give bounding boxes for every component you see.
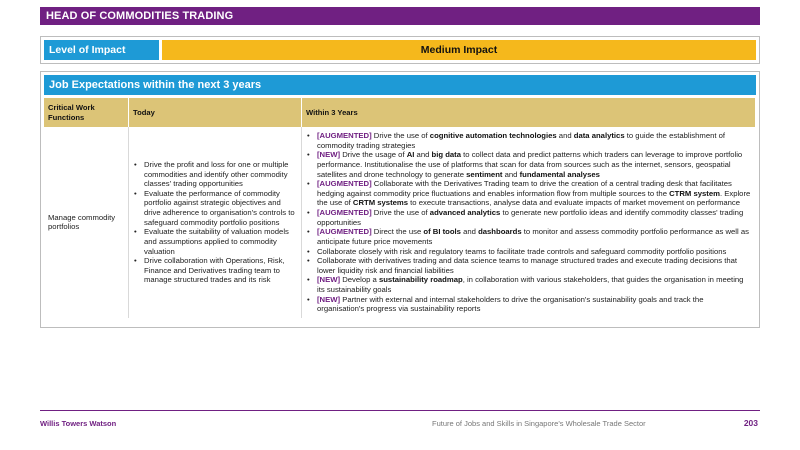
within-3-years-item (306, 227, 752, 246)
item-text: to execute transactions, analyse data and evaluate impacts of market movement on performance (408, 198, 741, 208)
item-text: Drive the usage of (340, 150, 407, 160)
status-tag: [AUGMENTED] (317, 227, 372, 237)
today-item: • Evaluate the suitability of valuation models and assumptions applied to commodity valuation (133, 227, 297, 256)
emphasis-text: AI (406, 150, 415, 160)
within-3-years-item (306, 295, 752, 314)
footer-company: Willis Towers Watson (40, 419, 117, 428)
emphasis-text: cognitive automation technologies (429, 131, 557, 140)
emphasis-text: big data (431, 150, 462, 160)
emphasis-text: sustainability roadmap (378, 275, 463, 285)
item-text: to generate new portfolio ideas and identify commodity classes' trading opportunities (317, 208, 744, 227)
status-tag: [NEW] (317, 275, 341, 285)
impact-value: Medium Impact (162, 40, 756, 60)
status-tag: [NEW] (317, 294, 341, 304)
emphasis-text: advanced analytics (429, 208, 501, 217)
within-3-years-item (306, 179, 752, 208)
within-3-years-item (306, 247, 752, 257)
item-text: to guide the establishment of commodity trading strategies (317, 131, 726, 150)
item-text: Collaborate with derivatives trading and data science teams to manage structured trades and execute trading decisions that lower liquidity risk and financial liabilities (317, 256, 738, 275)
item-text: Drive the use of (371, 131, 430, 140)
job-expectations-section (40, 71, 760, 328)
item-text: and (556, 131, 574, 140)
item-text: Collaborate with the Derivatives Trading team to drive the creation of a central trading desk that facilitates hedging against commodity price fluctuations and enables information flow from multiple sources to the (317, 179, 732, 198)
item-text: Partner with external and internal stakeholders to drive the organisation's sustainability goals and track the organisation's progress via sustainability reports (317, 294, 704, 314)
emphasis-text: CRTM systems (352, 198, 409, 208)
page-number: 203 (743, 418, 758, 428)
item-text: Drive the use of (371, 208, 430, 217)
within-3-years-item (306, 131, 752, 150)
item-text: , in collaboration with various stakeholders, that guides the organisation in meeting its sustainability goals (317, 275, 744, 294)
item-text: . Explore the use of (317, 188, 751, 208)
status-tag: [AUGMENTED] (317, 208, 372, 217)
within-3-years-list (306, 131, 752, 314)
status-tag: [AUGMENTED] (317, 179, 372, 189)
emphasis-text: fundamental analyses (519, 169, 600, 179)
item-text: and (460, 227, 479, 237)
job-expectations-title: Job Expectations within the next 3 years (44, 75, 756, 95)
within-3-years-cell (302, 127, 756, 318)
impact-label: Level of Impact (44, 40, 159, 60)
today-list (133, 160, 297, 285)
column-header-critical-work-functions: Critical Work Functions (44, 98, 129, 127)
column-header-within-3-years: Within 3 Years (302, 98, 756, 127)
critical-work-function-cell: Manage commodity portfolios (44, 127, 129, 318)
within-3-years-item (306, 275, 752, 294)
footer-report-title: Future of Jobs and Skills in Singapore's Wholesale Trade Sector (432, 419, 646, 428)
within-3-years-item (306, 256, 752, 275)
column-header-today: Today (129, 98, 302, 127)
emphasis-text: of BI tools (423, 227, 461, 237)
item-text: to monitor and assess commodity portfolio performance as well as anticipate future price movements (317, 227, 749, 246)
status-tag: [NEW] (317, 150, 341, 160)
emphasis-text: dashboards (478, 227, 522, 237)
today-item: • Evaluate the performance of commodity portfolio against strategic objectives and drive adherence to organisation's controls to safeguard commodity portfolio positions (133, 189, 297, 228)
item-text: Direct the use (371, 227, 424, 237)
today-item: • Drive collaboration with Operations, Risk, Finance and Derivatives trading team to manage structured trades and its risk (133, 256, 297, 285)
emphasis-text: sentiment (466, 169, 503, 179)
item-text: and (414, 150, 432, 160)
item-text: to collect data and predict patterns which traders can leverage to improve portfolio performance. Institutionalise the use of platforms that scan for data from sources such as the internet, sensors, geospatial satellites and drone technology to generate (317, 150, 743, 179)
within-3-years-item (306, 150, 752, 179)
item-text: Collaborate closely with risk and regulatory teams to facilitate trade controls and safeguard commodity portfolio positions (317, 246, 727, 256)
page-title: HEAD OF COMMODITIES TRADING (40, 7, 760, 25)
job-expectations-table (44, 98, 756, 318)
item-text: and (502, 169, 520, 179)
footer-divider (40, 410, 760, 411)
item-text: Develop a (340, 275, 379, 285)
status-tag: [AUGMENTED] (317, 131, 372, 140)
impact-section (40, 36, 760, 64)
within-3-years-item (306, 208, 752, 227)
emphasis-text: CTRM system (669, 188, 720, 198)
emphasis-text: data analytics (573, 131, 625, 140)
today-item: • Drive the profit and loss for one or multiple commodities and identify other commodity classes' trading opportunities (133, 160, 297, 189)
today-cell (129, 127, 302, 318)
